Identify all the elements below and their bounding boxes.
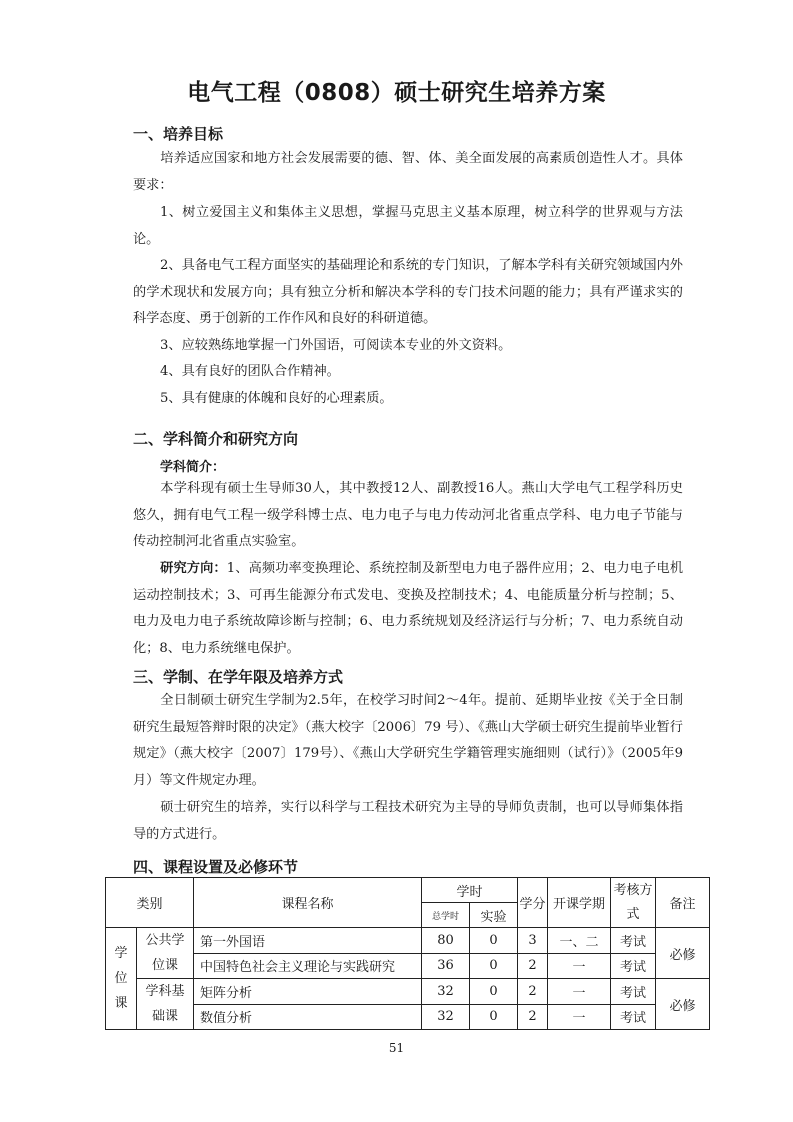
course-name: 数值分析 [194, 1004, 422, 1030]
group-degree-courses: 学位课 [106, 928, 137, 1030]
note-required: 必修 [656, 928, 710, 979]
section-heading-courses: 四、课程设置及必修环节 [133, 858, 299, 876]
goals-item-4: 4、具有良好的团队合作精神。 [160, 364, 340, 379]
goals-item-2: 2、具备电气工程方面坚实的基础理论和系统的专门知识，了解本学科有关研究领域国内外的学术现状和发展方向；具有独立分析和解决本学科的专门技术问题的能力；具有严谨求实的科学态度、勇于创新的工作作风和良好的科研道德。 [133, 258, 683, 326]
section-heading-discipline: 二、学科简介和研究方向 [133, 430, 299, 448]
header-category: 类别 [106, 878, 194, 928]
course-table [105, 877, 710, 1030]
section-heading-goals: 一、培养目标 [133, 125, 224, 143]
header-course-name: 课程名称 [194, 878, 422, 928]
course-name: 中国特色社会主义理论与实践研究 [194, 953, 422, 979]
course-term: 一 [548, 979, 611, 1005]
course-total: 36 [422, 953, 470, 979]
course-total: 32 [422, 1004, 470, 1030]
table-row [106, 953, 710, 979]
header-lab-hours: 实验 [470, 903, 518, 928]
subgroup-public: 公共学位课 [137, 928, 194, 979]
course-exam: 考试 [611, 979, 656, 1005]
section-heading-schooling: 三、学制、在学年限及培养方式 [133, 668, 344, 686]
header-credit: 学分 [518, 878, 548, 928]
course-lab: 0 [470, 928, 518, 954]
course-term: 一 [548, 953, 611, 979]
course-credit: 3 [518, 928, 548, 954]
goals-intro: 培养适应国家和地方社会发展需要的德、智、体、美全面发展的高素质创造性人才。具体要求： [133, 151, 683, 193]
table-row [106, 1004, 710, 1030]
course-credit: 2 [518, 953, 548, 979]
course-exam: 考试 [611, 1004, 656, 1030]
discipline-intro-label: 学科简介： [160, 460, 226, 475]
header-total-hours: 总学时 [422, 903, 470, 928]
goals-item-3: 3、应较熟练地掌握一门外国语，可阅读本专业的外文资料。 [160, 338, 512, 353]
note-required: 必修 [656, 979, 710, 1030]
header-term: 开课学期 [548, 878, 611, 928]
research-directions: 研究方向：1、高频功率变换理论、系统控制及新型电力电子器件应用；2、电力电子电机运动控制技术；3、可再生能源分布式发电、变换及控制技术；4、电能质量分析与控制；5、电力及电力电子系统故障诊断与控制；6、电力系统规划及经济运行与分析；7、电力系统自动化；8、电力系统继电保护。 [133, 561, 684, 656]
course-lab: 0 [470, 1004, 518, 1030]
table-row [106, 928, 710, 954]
header-hours: 学时 [422, 878, 518, 903]
course-name: 矩阵分析 [194, 979, 422, 1005]
goals-item-1: 1、树立爱国主义和集体主义思想，掌握马克思主义基本原理，树立科学的世界观与方法论。 [133, 205, 683, 247]
course-lab: 0 [470, 953, 518, 979]
course-total: 80 [422, 928, 470, 954]
discipline-intro: 本学科现有硕士生导师30人，其中教授12人、副教授16人。燕山大学电气工程学科历史悠久，拥有电气工程一级学科博士点、电力电子与电力传动河北省重点学科、电力电子节能与传动控制河北省重点实验室。 [133, 481, 683, 549]
course-term: 一 [548, 1004, 611, 1030]
course-name: 第一外国语 [194, 928, 422, 954]
course-term: 一、二 [548, 928, 611, 954]
header-note: 备注 [656, 878, 710, 928]
course-lab: 0 [470, 979, 518, 1005]
course-total: 32 [422, 979, 470, 1005]
course-credit: 2 [518, 1004, 548, 1030]
header-exam: 考核方式 [611, 878, 656, 928]
subgroup-foundation: 学科基础课 [137, 979, 194, 1030]
page-number: 51 [388, 1041, 405, 1055]
course-exam: 考试 [611, 928, 656, 954]
goals-item-5: 5、具有健康的体魄和良好的心理素质。 [160, 391, 393, 406]
course-credit: 2 [518, 979, 548, 1005]
course-exam: 考试 [611, 953, 656, 979]
table-row [106, 979, 710, 1005]
schooling-paragraph-1: 全日制硕士研究生学制为2.5年，在校学习时间2～4年。提前、延期毕业按《关于全日制研究生最短答辩时限的决定》（燕大校字〔2006〕79 号）、《燕山大学硕士研究生提前毕业暂行规定》（燕大校字〔2007〕179号）、《燕山大学研究生学籍管理实施细则（试行）》（2005年9月）等文件规定办理。 [133, 693, 683, 788]
schooling-paragraph-2: 硕士研究生的培养，实行以科学与工程技术研究为主导的导师负责制，也可以导师集体指导的方式进行。 [133, 800, 683, 842]
page-title: 电气工程（0808）硕士研究生培养方案 [187, 80, 606, 106]
